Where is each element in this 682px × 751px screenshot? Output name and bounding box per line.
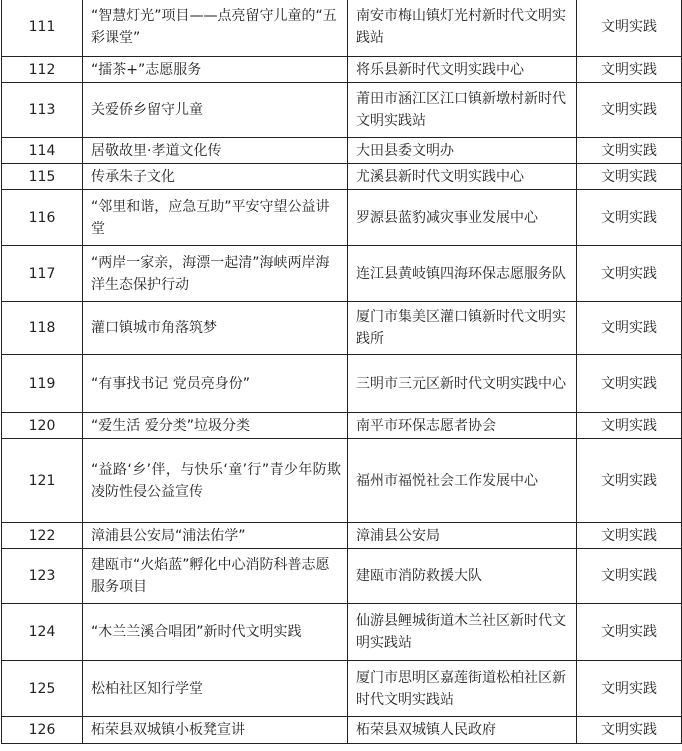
row-number: 111 <box>2 0 83 57</box>
category: 文明实践 <box>577 190 682 246</box>
category: 文明实践 <box>577 523 682 549</box>
category: 文明实践 <box>577 302 682 355</box>
row-number: 124 <box>2 604 83 661</box>
row-number: 121 <box>2 439 83 523</box>
table-row <box>2 413 682 439</box>
organizer-unit: 莆田市涵江区江口镇新墩村新时代文明实践站 <box>348 83 577 138</box>
project-name: “爱生活 爱分类”垃圾分类 <box>83 413 348 439</box>
project-name: 松柏社区知行学堂 <box>83 661 348 717</box>
organizer-unit: 将乐县新时代文明实践中心 <box>348 57 577 83</box>
category: 文明实践 <box>577 661 682 717</box>
category: 文明实践 <box>577 355 682 413</box>
organizer-unit: 仙游县鲤城街道木兰社区新时代文明实践站 <box>348 604 577 661</box>
category: 文明实践 <box>577 138 682 164</box>
organizer-unit: 三明市三元区新时代文明实践中心 <box>348 355 577 413</box>
category: 文明实践 <box>577 83 682 138</box>
project-name: 漳浦县公安局“浦法佑学” <box>83 523 348 549</box>
table-row <box>2 246 682 302</box>
organizer-unit: 柘荣县双城镇人民政府 <box>348 717 577 744</box>
row-number: 117 <box>2 246 83 302</box>
organizer-unit: 福州市福悦社会工作发展中心 <box>348 439 577 523</box>
project-name: 传承朱子文化 <box>83 164 348 190</box>
organizer-unit: 漳浦县公安局 <box>348 523 577 549</box>
row-number: 113 <box>2 83 83 138</box>
table-row <box>2 138 682 164</box>
project-name: 关爱侨乡留守儿童 <box>83 83 348 138</box>
project-name: 灌口镇城市角落筑梦 <box>83 302 348 355</box>
organizer-unit: 厦门市集美区灌口镇新时代文明实践所 <box>348 302 577 355</box>
row-number: 120 <box>2 413 83 439</box>
project-table <box>1 0 682 744</box>
project-name: “邻里和谐，应急互助”平安守望公益讲堂 <box>83 190 348 246</box>
row-number: 116 <box>2 190 83 246</box>
category: 文明实践 <box>577 57 682 83</box>
table-row <box>2 661 682 717</box>
table-row <box>2 83 682 138</box>
row-number: 119 <box>2 355 83 413</box>
project-name: 建瓯市“火焰蓝”孵化中心消防科普志愿服务项目 <box>83 549 348 604</box>
project-table-body <box>2 0 682 744</box>
table-row <box>2 523 682 549</box>
organizer-unit: 罗源县蓝豹减灾事业发展中心 <box>348 190 577 246</box>
project-name: “智慧灯光”项目——点亮留守儿童的“五彩课堂” <box>83 0 348 57</box>
table-row <box>2 355 682 413</box>
row-number: 114 <box>2 138 83 164</box>
category: 文明实践 <box>577 439 682 523</box>
organizer-unit: 建瓯市消防救援大队 <box>348 549 577 604</box>
organizer-unit: 南平市环保志愿者协会 <box>348 413 577 439</box>
table-row <box>2 604 682 661</box>
row-number: 126 <box>2 717 83 744</box>
table-row <box>2 0 682 57</box>
project-name: 居敬故里·孝道文化传 <box>83 138 348 164</box>
row-number: 123 <box>2 549 83 604</box>
category: 文明实践 <box>577 0 682 57</box>
table-row <box>2 302 682 355</box>
table-row <box>2 164 682 190</box>
organizer-unit: 尤溪县新时代文明实践中心 <box>348 164 577 190</box>
table-row <box>2 549 682 604</box>
project-name: “有事找书记 党员亮身份” <box>83 355 348 413</box>
project-name: “木兰兰溪合唱团”新时代文明实践 <box>83 604 348 661</box>
category: 文明实践 <box>577 246 682 302</box>
row-number: 115 <box>2 164 83 190</box>
organizer-unit: 南安市梅山镇灯光村新时代文明实践站 <box>348 0 577 57</box>
category: 文明实践 <box>577 717 682 744</box>
table-row <box>2 190 682 246</box>
category: 文明实践 <box>577 549 682 604</box>
row-number: 122 <box>2 523 83 549</box>
project-name: “两岸一家亲，海漂一起清”海峡两岸海洋生态保护行动 <box>83 246 348 302</box>
category: 文明实践 <box>577 413 682 439</box>
category: 文明实践 <box>577 604 682 661</box>
row-number: 118 <box>2 302 83 355</box>
row-number: 125 <box>2 661 83 717</box>
project-name: “擂茶+”志愿服务 <box>83 57 348 83</box>
organizer-unit: 厦门市思明区嘉莲街道松柏社区新时代文明实践站 <box>348 661 577 717</box>
row-number: 112 <box>2 57 83 83</box>
table-row <box>2 57 682 83</box>
table-row <box>2 439 682 523</box>
organizer-unit: 大田县委文明办 <box>348 138 577 164</box>
table-row <box>2 717 682 744</box>
project-name: 柘荣县双城镇小板凳宣讲 <box>83 717 348 744</box>
project-name: “益路‘乡’伴，与快乐‘童’行”青少年防欺凌防性侵公益宣传 <box>83 439 348 523</box>
organizer-unit: 连江县黄岐镇四海环保志愿服务队 <box>348 246 577 302</box>
category: 文明实践 <box>577 164 682 190</box>
